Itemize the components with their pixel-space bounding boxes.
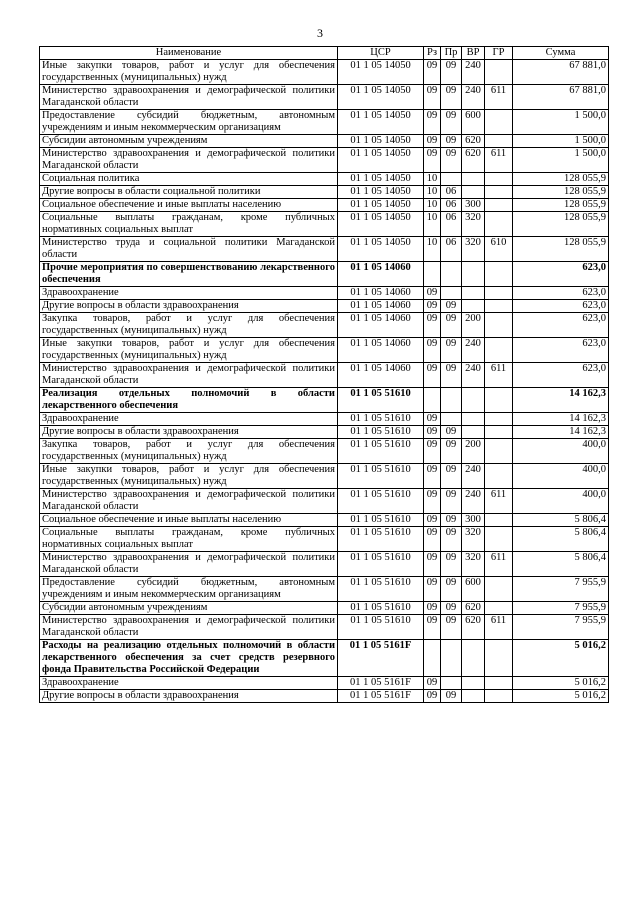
table-row: [40, 363, 609, 388]
cell-name: Министерство здравоохранения и демографической политики Магаданской области: [40, 363, 338, 388]
cell-csr: 01 1 05 51610: [338, 615, 424, 640]
cell-vr: 320: [462, 527, 485, 552]
cell-csr: 01 1 05 51610: [338, 514, 424, 527]
table-row: [40, 135, 609, 148]
cell-csr: 01 1 05 51610: [338, 388, 424, 413]
cell-rz: 09: [424, 148, 441, 173]
cell-rz: 09: [424, 313, 441, 338]
table-row: [40, 514, 609, 527]
cell-gr: [485, 677, 513, 690]
cell-vr: 620: [462, 135, 485, 148]
cell-sum: 623,0: [513, 262, 609, 287]
cell-name: Министерство здравоохранения и демографической политики Магаданской области: [40, 85, 338, 110]
cell-sum: 14 162,3: [513, 426, 609, 439]
cell-rz: [424, 388, 441, 413]
cell-gr: [485, 464, 513, 489]
table-row: [40, 262, 609, 287]
cell-gr: [485, 313, 513, 338]
table-row: [40, 677, 609, 690]
cell-vr: [462, 173, 485, 186]
cell-sum: 623,0: [513, 363, 609, 388]
cell-rz: 09: [424, 577, 441, 602]
cell-vr: 200: [462, 313, 485, 338]
cell-sum: 623,0: [513, 300, 609, 313]
cell-pr: 09: [441, 60, 462, 85]
cell-sum: 623,0: [513, 313, 609, 338]
cell-vr: [462, 426, 485, 439]
cell-name: Социальные выплаты гражданам, кроме публичных нормативных социальных выплат: [40, 212, 338, 237]
cell-rz: 09: [424, 338, 441, 363]
table-row: [40, 85, 609, 110]
cell-rz: 10: [424, 173, 441, 186]
cell-pr: [441, 262, 462, 287]
cell-sum: 400,0: [513, 464, 609, 489]
cell-csr: 01 1 05 5161F: [338, 640, 424, 677]
cell-gr: [485, 413, 513, 426]
cell-gr: [485, 186, 513, 199]
cell-vr: 300: [462, 199, 485, 212]
cell-pr: 09: [441, 426, 462, 439]
cell-pr: 09: [441, 514, 462, 527]
cell-rz: 09: [424, 690, 441, 703]
cell-pr: 06: [441, 186, 462, 199]
cell-gr: [485, 287, 513, 300]
cell-rz: 10: [424, 212, 441, 237]
cell-csr: 01 1 05 14060: [338, 287, 424, 300]
cell-pr: 06: [441, 237, 462, 262]
cell-vr: 620: [462, 615, 485, 640]
table-row: [40, 300, 609, 313]
table-row: [40, 464, 609, 489]
cell-name: Другие вопросы в области социальной политики: [40, 186, 338, 199]
cell-csr: 01 1 05 51610: [338, 413, 424, 426]
cell-pr: 09: [441, 148, 462, 173]
cell-pr: 09: [441, 363, 462, 388]
table-row: [40, 413, 609, 426]
table-row: [40, 527, 609, 552]
cell-rz: 09: [424, 514, 441, 527]
cell-pr: 09: [441, 300, 462, 313]
table-row: [40, 173, 609, 186]
cell-gr: [485, 388, 513, 413]
cell-name: Прочие мероприятия по совершенствованию лекарственного обеспечения: [40, 262, 338, 287]
cell-vr: [462, 388, 485, 413]
cell-rz: 09: [424, 489, 441, 514]
cell-pr: [441, 413, 462, 426]
cell-rz: 09: [424, 602, 441, 615]
table-row: [40, 148, 609, 173]
cell-sum: 14 162,3: [513, 413, 609, 426]
cell-csr: 01 1 05 14060: [338, 313, 424, 338]
table-row: [40, 615, 609, 640]
cell-pr: 06: [441, 199, 462, 212]
cell-pr: 09: [441, 602, 462, 615]
cell-name: Другие вопросы в области здравоохранения: [40, 426, 338, 439]
cell-gr: [485, 577, 513, 602]
header-sum: Сумма: [513, 47, 609, 60]
table-row: [40, 186, 609, 199]
table-row: [40, 313, 609, 338]
cell-pr: 09: [441, 338, 462, 363]
cell-vr: 240: [462, 363, 485, 388]
cell-name: Реализация отдельных полномочий в области лекарственного обеспечения: [40, 388, 338, 413]
cell-name: Министерство здравоохранения и демографической политики Магаданской области: [40, 615, 338, 640]
cell-name: Социальные выплаты гражданам, кроме публичных нормативных социальных выплат: [40, 527, 338, 552]
cell-sum: 623,0: [513, 287, 609, 300]
cell-rz: 09: [424, 677, 441, 690]
cell-pr: [441, 173, 462, 186]
cell-rz: 09: [424, 85, 441, 110]
cell-rz: 10: [424, 237, 441, 262]
cell-name: Социальное обеспечение и иные выплаты населению: [40, 514, 338, 527]
cell-sum: 5 016,2: [513, 677, 609, 690]
cell-pr: 09: [441, 464, 462, 489]
cell-name: Министерство труда и социальной политики Магаданской области: [40, 237, 338, 262]
header-vr: ВР: [462, 47, 485, 60]
table-row: [40, 552, 609, 577]
table-row: [40, 577, 609, 602]
cell-name: Социальное обеспечение и иные выплаты населению: [40, 199, 338, 212]
cell-csr: 01 1 05 14060: [338, 262, 424, 287]
cell-pr: 09: [441, 527, 462, 552]
cell-vr: [462, 413, 485, 426]
cell-rz: 09: [424, 439, 441, 464]
cell-vr: 240: [462, 489, 485, 514]
header-gr: ГР: [485, 47, 513, 60]
cell-rz: 09: [424, 287, 441, 300]
cell-sum: 128 055,9: [513, 173, 609, 186]
cell-vr: 240: [462, 464, 485, 489]
cell-name: Субсидии автономным учреждениям: [40, 135, 338, 148]
table-row: [40, 60, 609, 85]
cell-gr: [485, 110, 513, 135]
cell-vr: [462, 287, 485, 300]
cell-gr: [485, 426, 513, 439]
budget-table: [39, 46, 609, 703]
table-row: [40, 338, 609, 363]
cell-vr: 620: [462, 602, 485, 615]
cell-pr: [441, 287, 462, 300]
table-row: [40, 439, 609, 464]
cell-rz: 09: [424, 60, 441, 85]
cell-sum: 5 016,2: [513, 640, 609, 677]
cell-vr: 240: [462, 60, 485, 85]
cell-csr: 01 1 05 51610: [338, 426, 424, 439]
cell-pr: [441, 388, 462, 413]
cell-sum: 7 955,9: [513, 577, 609, 602]
cell-pr: 09: [441, 552, 462, 577]
cell-name: Закупка товаров, работ и услуг для обеспечения государственных (муниципальных) нужд: [40, 313, 338, 338]
cell-gr: [485, 338, 513, 363]
cell-csr: 01 1 05 14050: [338, 110, 424, 135]
cell-gr: [485, 690, 513, 703]
cell-vr: [462, 262, 485, 287]
cell-rz: 09: [424, 464, 441, 489]
cell-csr: 01 1 05 14050: [338, 148, 424, 173]
cell-name: Здравоохранение: [40, 677, 338, 690]
cell-name: Предоставление субсидий бюджетным, автономным учреждениям и иным некоммерческим организациям: [40, 110, 338, 135]
cell-vr: 320: [462, 212, 485, 237]
cell-name: Здравоохранение: [40, 413, 338, 426]
cell-rz: 09: [424, 615, 441, 640]
cell-gr: 611: [485, 615, 513, 640]
cell-sum: 128 055,9: [513, 199, 609, 212]
cell-vr: 320: [462, 237, 485, 262]
cell-csr: 01 1 05 14050: [338, 237, 424, 262]
cell-csr: 01 1 05 51610: [338, 577, 424, 602]
cell-vr: 620: [462, 148, 485, 173]
cell-sum: 67 881,0: [513, 85, 609, 110]
cell-csr: 01 1 05 14050: [338, 199, 424, 212]
cell-name: Министерство здравоохранения и демографической политики Магаданской области: [40, 552, 338, 577]
cell-name: Расходы на реализацию отдельных полномочий в области лекарственного обеспечения за счет средств резервного фонда Правительства Российской Федерации: [40, 640, 338, 677]
cell-gr: [485, 439, 513, 464]
cell-sum: 5 806,4: [513, 514, 609, 527]
cell-csr: 01 1 05 5161F: [338, 677, 424, 690]
cell-pr: 09: [441, 85, 462, 110]
cell-vr: 320: [462, 552, 485, 577]
cell-sum: 128 055,9: [513, 212, 609, 237]
cell-csr: 01 1 05 5161F: [338, 690, 424, 703]
cell-sum: 128 055,9: [513, 186, 609, 199]
table-row: [40, 489, 609, 514]
cell-gr: [485, 212, 513, 237]
cell-sum: 128 055,9: [513, 237, 609, 262]
cell-rz: 09: [424, 135, 441, 148]
cell-csr: 01 1 05 14050: [338, 85, 424, 110]
cell-name: Министерство здравоохранения и демографической политики Магаданской области: [40, 148, 338, 173]
cell-csr: 01 1 05 51610: [338, 527, 424, 552]
table-row: [40, 388, 609, 413]
cell-name: Субсидии автономным учреждениям: [40, 602, 338, 615]
cell-csr: 01 1 05 14050: [338, 186, 424, 199]
cell-name: Иные закупки товаров, работ и услуг для обеспечения государственных (муниципальных) нужд: [40, 464, 338, 489]
cell-csr: 01 1 05 14050: [338, 60, 424, 85]
cell-rz: 09: [424, 413, 441, 426]
cell-vr: [462, 300, 485, 313]
cell-vr: [462, 186, 485, 199]
cell-csr: 01 1 05 14050: [338, 135, 424, 148]
cell-gr: 611: [485, 363, 513, 388]
cell-gr: [485, 514, 513, 527]
table-row: [40, 690, 609, 703]
cell-vr: [462, 640, 485, 677]
cell-vr: [462, 677, 485, 690]
table-header-row: [40, 47, 609, 60]
cell-pr: 06: [441, 212, 462, 237]
cell-name: Министерство здравоохранения и демографической политики Магаданской области: [40, 489, 338, 514]
cell-name: Иные закупки товаров, работ и услуг для обеспечения государственных (муниципальных) нужд: [40, 338, 338, 363]
header-rz: Рз: [424, 47, 441, 60]
cell-name: Здравоохранение: [40, 287, 338, 300]
cell-vr: 300: [462, 514, 485, 527]
cell-gr: [485, 262, 513, 287]
cell-rz: 09: [424, 426, 441, 439]
table-row: [40, 426, 609, 439]
cell-rz: 09: [424, 363, 441, 388]
cell-csr: 01 1 05 51610: [338, 602, 424, 615]
cell-sum: 1 500,0: [513, 110, 609, 135]
cell-sum: 1 500,0: [513, 148, 609, 173]
cell-name: Закупка товаров, работ и услуг для обеспечения государственных (муниципальных) нужд: [40, 439, 338, 464]
table-row: [40, 212, 609, 237]
cell-pr: 09: [441, 615, 462, 640]
cell-vr: 240: [462, 338, 485, 363]
page-number: 3: [317, 26, 323, 40]
cell-rz: 10: [424, 199, 441, 212]
cell-csr: 01 1 05 14050: [338, 212, 424, 237]
cell-pr: 09: [441, 313, 462, 338]
cell-gr: [485, 300, 513, 313]
cell-name: Социальная политика: [40, 173, 338, 186]
cell-gr: [485, 173, 513, 186]
cell-csr: 01 1 05 14060: [338, 363, 424, 388]
header-name: Наименование: [40, 47, 338, 60]
cell-sum: 400,0: [513, 489, 609, 514]
cell-sum: 623,0: [513, 338, 609, 363]
cell-pr: [441, 640, 462, 677]
cell-pr: 09: [441, 439, 462, 464]
cell-csr: 01 1 05 51610: [338, 489, 424, 514]
cell-name: Иные закупки товаров, работ и услуг для обеспечения государственных (муниципальных) нужд: [40, 60, 338, 85]
cell-gr: 610: [485, 237, 513, 262]
cell-gr: 611: [485, 489, 513, 514]
cell-csr: 01 1 05 14050: [338, 173, 424, 186]
cell-gr: 611: [485, 148, 513, 173]
cell-pr: 09: [441, 489, 462, 514]
cell-vr: 600: [462, 110, 485, 135]
cell-sum: 7 955,9: [513, 615, 609, 640]
cell-pr: [441, 677, 462, 690]
cell-rz: [424, 640, 441, 677]
cell-csr: 01 1 05 51610: [338, 439, 424, 464]
cell-sum: 7 955,9: [513, 602, 609, 615]
table-body: [40, 60, 609, 703]
cell-sum: 5 016,2: [513, 690, 609, 703]
cell-gr: [485, 199, 513, 212]
cell-vr: [462, 690, 485, 703]
cell-pr: 09: [441, 135, 462, 148]
cell-name: Другие вопросы в области здравоохранения: [40, 690, 338, 703]
table-row: [40, 110, 609, 135]
cell-vr: 240: [462, 85, 485, 110]
header-pr: Пр: [441, 47, 462, 60]
cell-gr: [485, 602, 513, 615]
cell-sum: 5 806,4: [513, 527, 609, 552]
cell-gr: [485, 60, 513, 85]
cell-sum: 400,0: [513, 439, 609, 464]
cell-sum: 5 806,4: [513, 552, 609, 577]
cell-rz: 09: [424, 300, 441, 313]
header-csr: ЦСР: [338, 47, 424, 60]
cell-name: Другие вопросы в области здравоохранения: [40, 300, 338, 313]
cell-pr: 09: [441, 690, 462, 703]
table-row: [40, 237, 609, 262]
table-row: [40, 640, 609, 677]
cell-vr: 200: [462, 439, 485, 464]
cell-gr: 611: [485, 85, 513, 110]
cell-csr: 01 1 05 51610: [338, 464, 424, 489]
cell-gr: [485, 640, 513, 677]
cell-name: Предоставление субсидий бюджетным, автономным учреждениям и иным некоммерческим организациям: [40, 577, 338, 602]
cell-sum: 67 881,0: [513, 60, 609, 85]
table-row: [40, 602, 609, 615]
cell-rz: [424, 262, 441, 287]
cell-pr: 09: [441, 110, 462, 135]
cell-vr: 600: [462, 577, 485, 602]
cell-rz: 09: [424, 110, 441, 135]
cell-rz: 10: [424, 186, 441, 199]
cell-gr: [485, 135, 513, 148]
cell-sum: 14 162,3: [513, 388, 609, 413]
cell-csr: 01 1 05 14060: [338, 300, 424, 313]
cell-pr: 09: [441, 577, 462, 602]
cell-gr: 611: [485, 552, 513, 577]
cell-sum: 1 500,0: [513, 135, 609, 148]
cell-rz: 09: [424, 527, 441, 552]
cell-gr: [485, 527, 513, 552]
table-row: [40, 199, 609, 212]
cell-csr: 01 1 05 51610: [338, 552, 424, 577]
cell-csr: 01 1 05 14060: [338, 338, 424, 363]
cell-rz: 09: [424, 552, 441, 577]
table-row: [40, 287, 609, 300]
